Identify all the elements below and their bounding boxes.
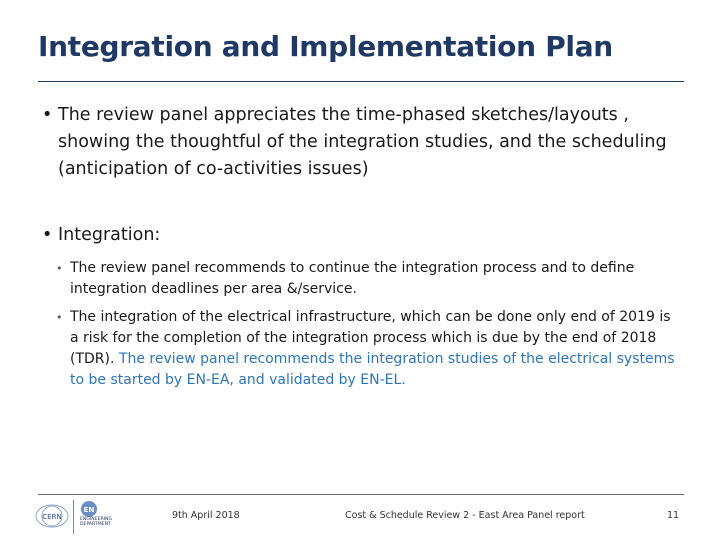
subbullet-dot: • [56, 311, 63, 324]
bullet-panel-appreciation [42, 102, 682, 183]
subbullet-text: The review panel recommends to continue the integration process and to define integration deadlines per area &/service. [70, 260, 635, 297]
bullet-dot: • [42, 225, 53, 245]
cern-logo-text: CERN [42, 513, 62, 521]
subbullet-electrical-risk [56, 307, 682, 391]
en-logo-text: EN [83, 506, 95, 514]
subbullet-plain-text: The integration of the electrical infrastructure, which can be done only end of 2019 is a risk for the completion of the integration process which is due by the end of 2018 (TDR). [70, 309, 671, 367]
subbullet-dot: • [56, 262, 63, 275]
bullet-integration [42, 222, 682, 249]
page-number: 11 [667, 510, 680, 521]
subbullet-text [56, 307, 682, 391]
subbullet-continue-integration [56, 258, 682, 300]
recommendation-highlight: The review panel recommends the integration studies of the electrical systems to be started by EN-EA, and validated by EN-EL. [70, 351, 675, 388]
cern-logo [33, 497, 71, 539]
footer-rule [38, 494, 684, 495]
title-rule [38, 81, 684, 82]
logo-separator [73, 500, 74, 534]
bullet-text: Integration: [58, 225, 161, 245]
bullet-dot: • [42, 105, 53, 125]
slide-title: Integration and Implementation Plan [38, 30, 613, 63]
footer-center: Cost & Schedule Review 2 - East Area Panel report [345, 510, 585, 521]
bullet-text: The review panel appreciates the time-phased sketches/layouts , showing the thoughtful of the integration studies, and the scheduling (anticipation of co-activities issues) [58, 105, 667, 179]
footer-date: 9th April 2018 [172, 510, 240, 521]
en-logo-caption: ENGINEERING DEPARTMENT [80, 517, 113, 528]
